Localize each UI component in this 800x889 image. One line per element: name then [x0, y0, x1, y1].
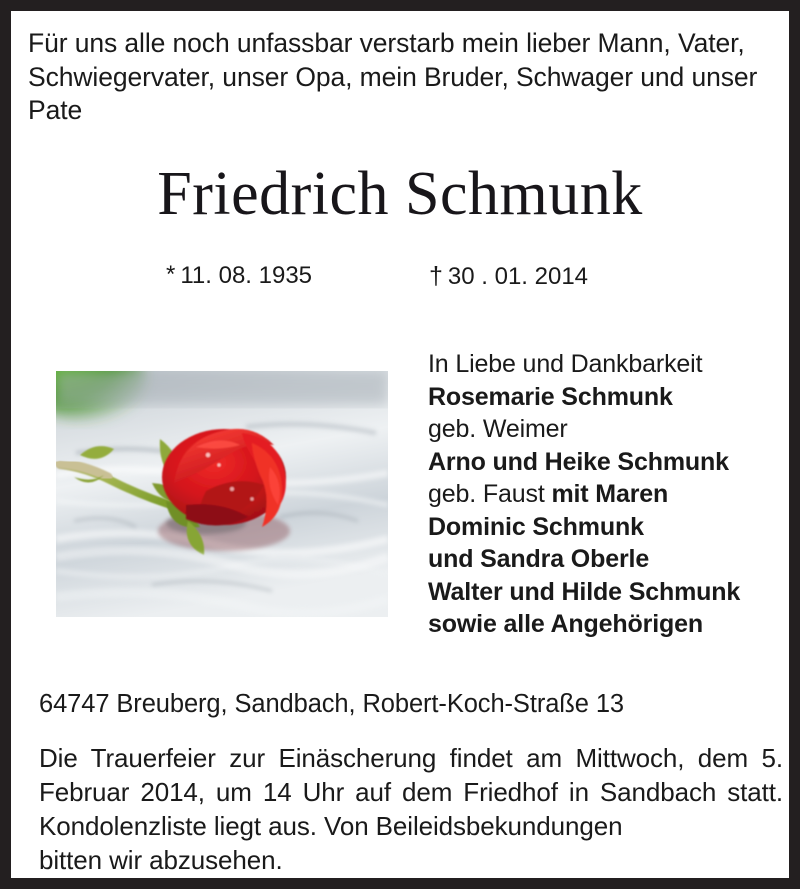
family-line-4-part-0: Dominic Schmunk	[428, 512, 644, 541]
family-line-3-part-1: mit Maren	[551, 480, 669, 508]
rose-photo	[56, 371, 388, 617]
family-line-7-part-0: sowie alle Angehörigen	[428, 610, 703, 638]
birth-date-group	[166, 261, 312, 291]
family-line-4	[428, 511, 788, 544]
family-line-2	[428, 446, 788, 479]
notice-inner	[11, 11, 789, 878]
birth-date: 11. 08. 1935	[180, 262, 313, 289]
life-dates	[11, 261, 789, 291]
death-date-group	[429, 261, 588, 292]
funeral-details	[39, 741, 783, 877]
family-line-0	[428, 381, 788, 414]
family-line-0-part-0: Rosemarie Schmunk	[428, 382, 673, 411]
family-line-6	[428, 576, 788, 609]
address-line: 64747 Breuberg, Sandbach, Robert-Koch-Straße 13	[39, 690, 625, 718]
family-line-5	[428, 543, 788, 576]
family-line-2-part-0: Arno und Heike Schmunk	[428, 447, 729, 476]
funeral-details-last-line: bitten wir abzusehen.	[39, 845, 283, 875]
family-line-7	[428, 608, 788, 641]
rose-photo-graphic	[56, 371, 388, 617]
cross-icon: †	[429, 262, 443, 290]
family-line-3-part-0: geb. Faust	[428, 480, 552, 508]
family-block	[428, 348, 788, 641]
death-date: 30 . 01. 2014	[447, 263, 589, 290]
deceased-name: Friedrich Schmunk	[157, 160, 643, 228]
intro-text: Für uns alle noch unfassbar verstarb mein lieber Mann, Vater, Schwiegervater, unser Opa, mein Bruder, Schwager und unser Pate	[28, 28, 758, 125]
birth-star-icon: *	[166, 261, 176, 288]
funeral-details-body: Die Trauerfeier zur Einäscherung findet am Mittwoch, dem 5. Februar 2014, um 14 Uhr auf dem Friedhof in Sandbach statt. Kondolenzliste liegt aus. Von Beileidsbekundungen	[39, 743, 783, 841]
family-line-3	[428, 478, 788, 511]
family-line-1-part-0: geb. Weimer	[428, 415, 568, 443]
family-line-6-part-0: Walter und Hilde Schmunk	[428, 577, 741, 606]
family-line-1	[428, 413, 788, 446]
family-heading: In Liebe und Dankbarkeit	[428, 350, 703, 378]
family-line-5-part-0: und Sandra Oberle	[428, 545, 650, 573]
